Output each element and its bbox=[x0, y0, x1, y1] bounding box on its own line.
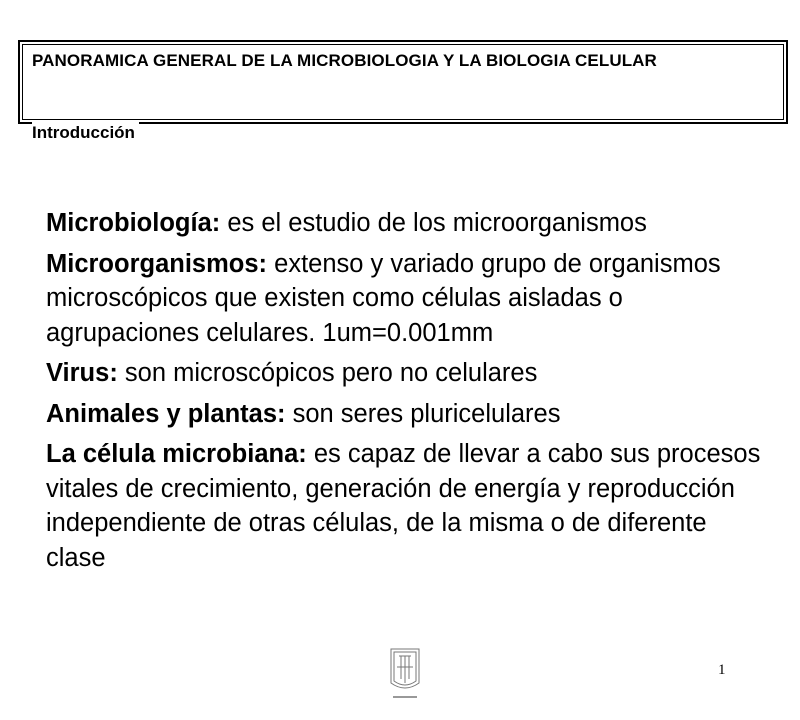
definition-microbiologia bbox=[46, 206, 766, 241]
definition-text: extenso y variado grupo de organismos microscópicos que existen como células aisladas o agrupaciones celulares. 1um=0.001mm bbox=[46, 249, 721, 347]
slide-title: PANORAMICA GENERAL DE LA MICROBIOLOGIA Y LA BIOLOGIA CELULAR bbox=[32, 51, 657, 70]
definition-text: son seres pluricelulares bbox=[285, 399, 561, 428]
page-number: 1 bbox=[718, 662, 726, 678]
definition-text: es el estudio de los microorganismos bbox=[220, 209, 647, 237]
definition-term: La célula microbiana: bbox=[46, 440, 307, 468]
slide-subtitle: Introducción bbox=[32, 121, 139, 145]
definition-term: Virus: bbox=[46, 359, 118, 387]
university-seal-icon bbox=[385, 643, 425, 701]
definition-animales-plantas bbox=[46, 397, 766, 432]
definition-celula-microbiana bbox=[46, 437, 766, 575]
definitions-list bbox=[46, 206, 766, 581]
definition-microorganismos bbox=[46, 247, 766, 351]
definition-text: son microscópicos pero no celulares bbox=[117, 359, 538, 387]
definition-term: Microorganismos: bbox=[46, 249, 268, 278]
definition-text: es capaz de llevar a cabo sus procesos vitales de crecimiento, generación de energía y reproducción independiente de otras células, de la misma o de diferente clase bbox=[46, 440, 761, 572]
definition-virus bbox=[46, 356, 766, 391]
definition-term: Microbiología: bbox=[46, 209, 221, 237]
definition-term: Animales y plantas: bbox=[46, 399, 286, 428]
